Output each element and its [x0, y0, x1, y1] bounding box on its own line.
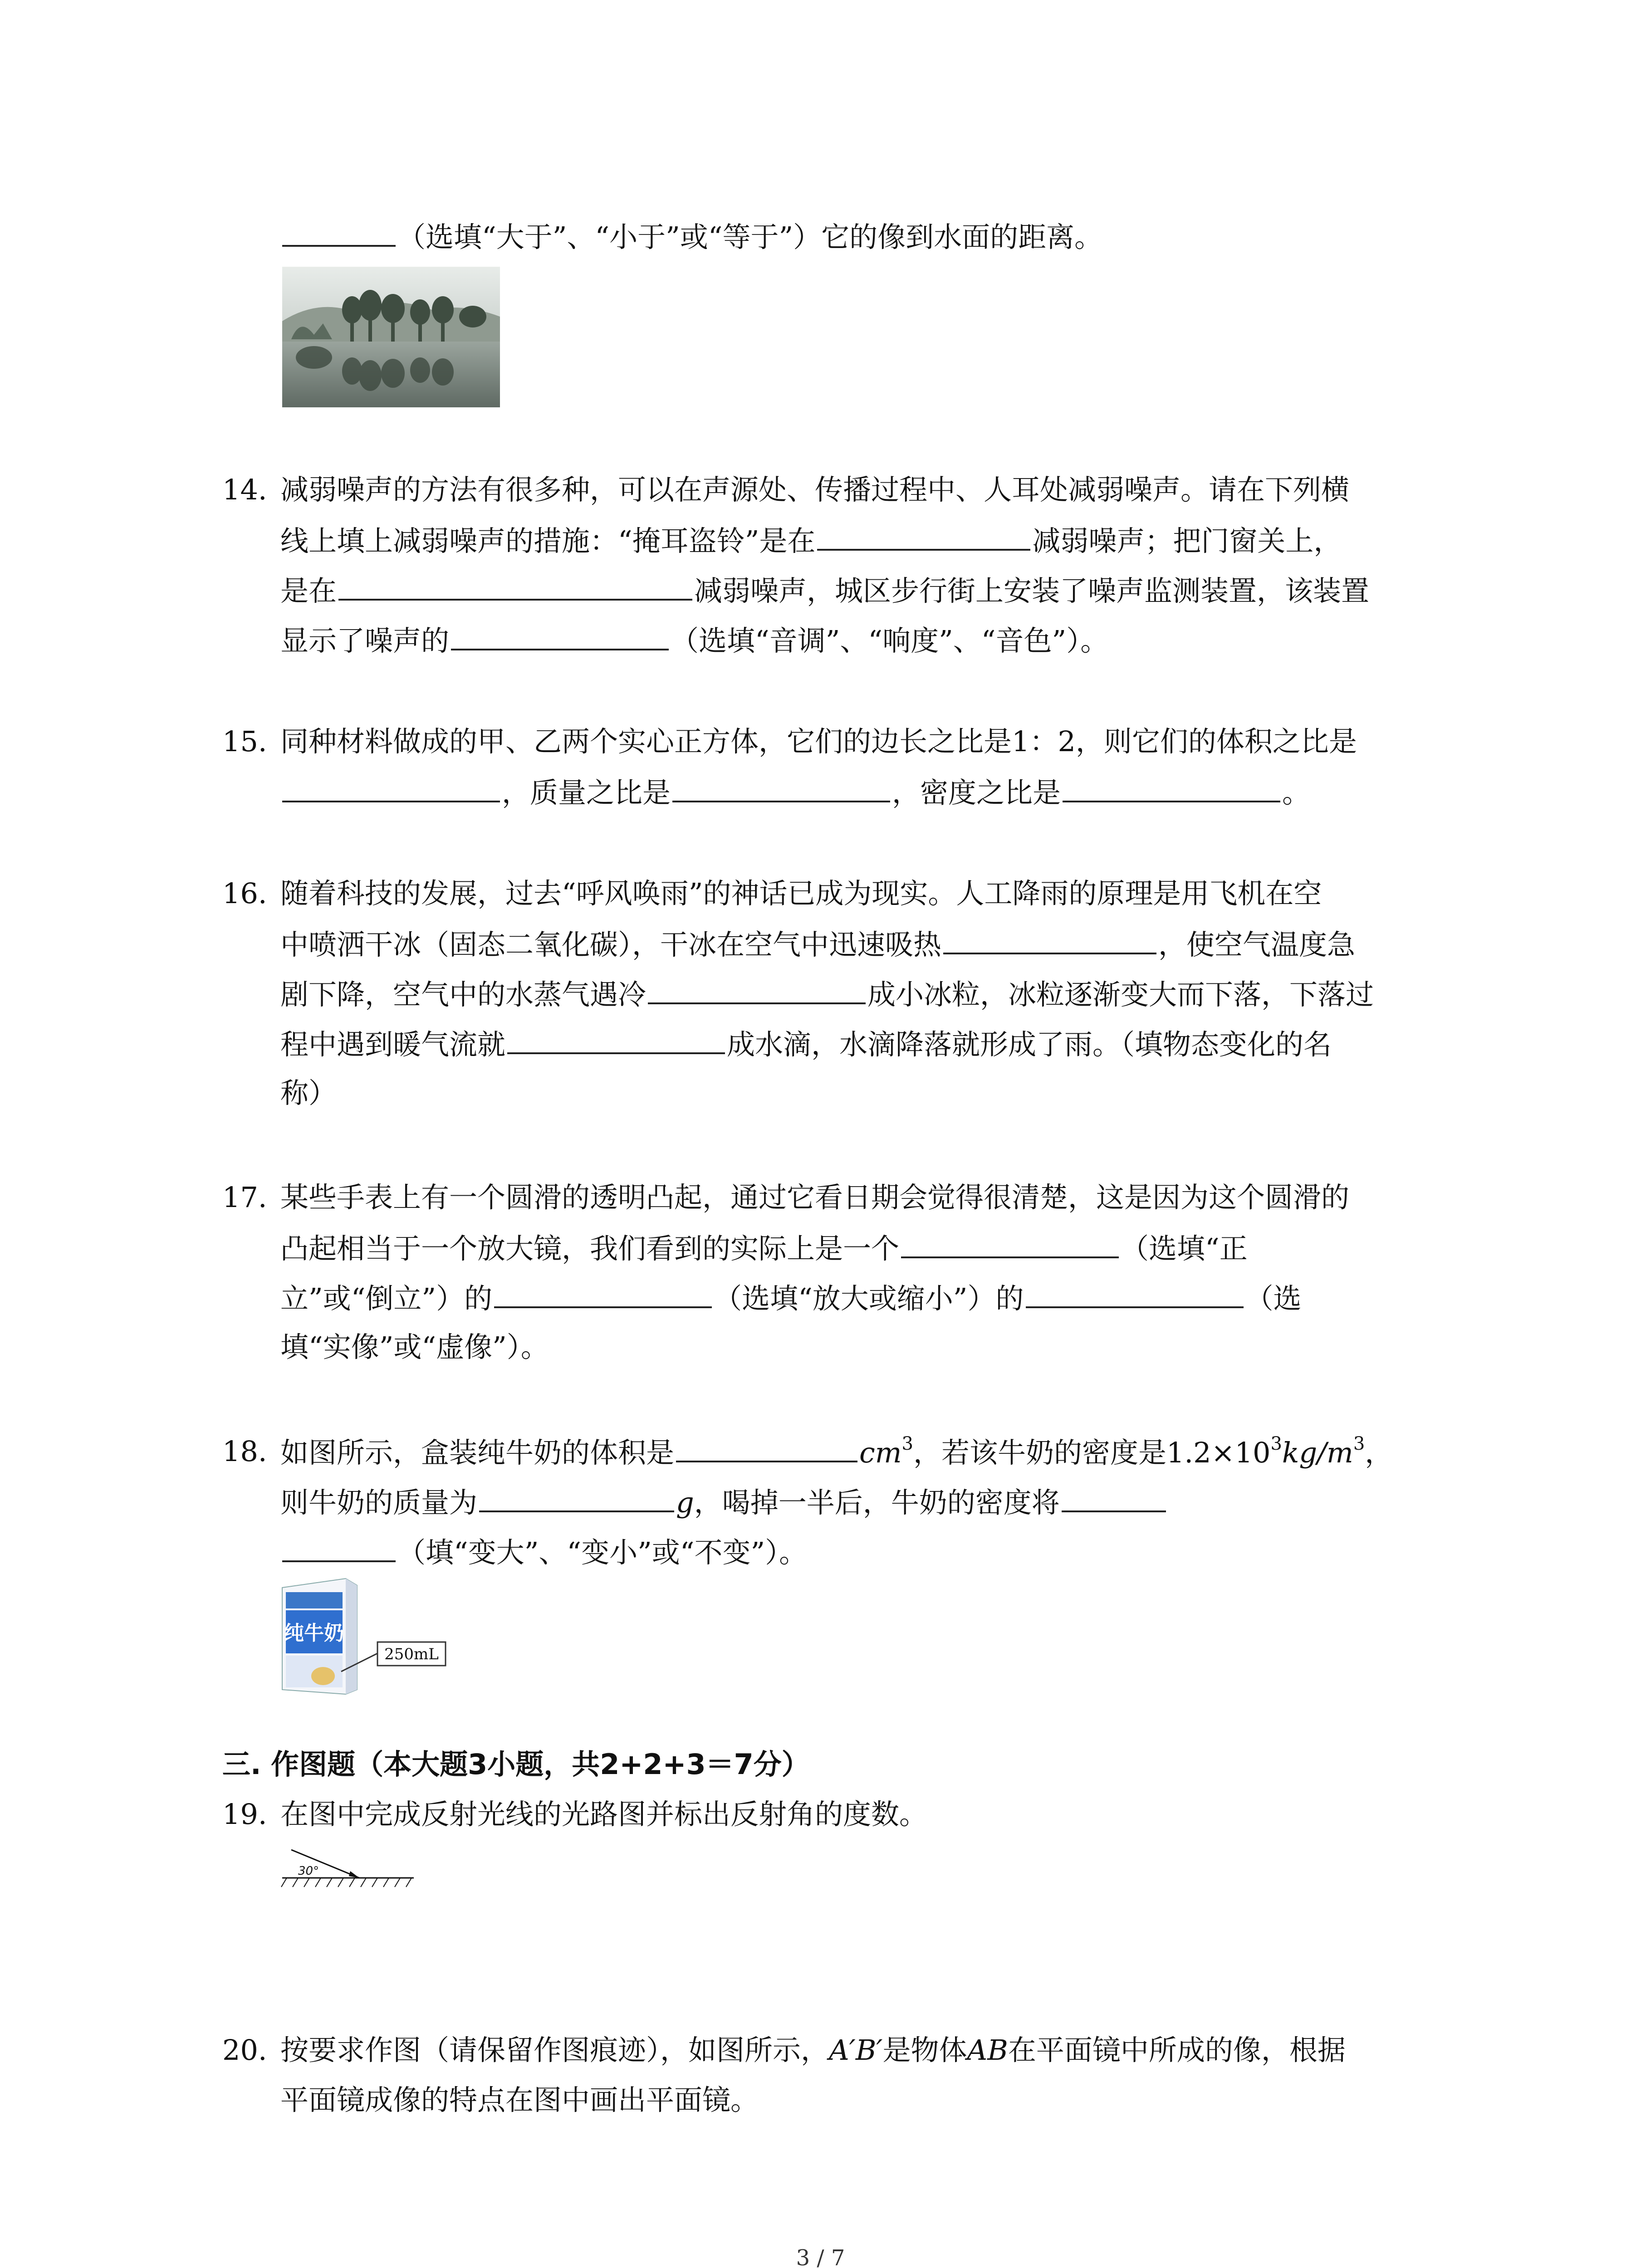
q16-line1: 随着科技的发展，过去“呼风唤雨”的神话已成为现实。人工降雨的原理是用飞机在空: [280, 877, 1322, 910]
answer-blank[interactable]: [479, 1479, 674, 1512]
q17-line2: 凸起相当于一个放大镜，我们看到的实际上是一个 （选填“正: [280, 1225, 1248, 1271]
q18-line1: 如图所示，盒装纯牛奶的体积是 $cm^3$，若该牛奶的密度是$1.2\times 10^3kg/m^3$，: [280, 1429, 1393, 1476]
q14-line2: 线上填上减弱噪声的措施：“掩耳盗铃”是在 减弱噪声；把门窗关上，: [280, 517, 1342, 564]
q14-number: 14.: [222, 473, 267, 506]
milk-brand-text: 纯牛奶: [284, 1622, 344, 1645]
q17-line1: 某些手表上有一个圆滑的透明凸起，通过它看日期会觉得很清楚，这是因为这个圆滑的: [280, 1181, 1350, 1214]
answer-blank[interactable]: [943, 921, 1156, 954]
q16-line3: 剧下降，空气中的水蒸气遇冷 成小冰粒，冰粒逐渐变大而下落，下落过: [280, 971, 1374, 1017]
q17-number: 17.: [222, 1181, 267, 1214]
q18-number: 18.: [222, 1435, 267, 1468]
answer-blank[interactable]: [1026, 1275, 1244, 1308]
answer-blank[interactable]: [338, 567, 692, 601]
q20-line2: 平面镜成像的特点在图中画出平面镜。: [280, 2083, 759, 2116]
q16-line4: 程中遇到暖气流就 成水滴，水滴降落就形成了雨。（填物态变化的名: [280, 1021, 1332, 1067]
lake-photo: [282, 267, 500, 407]
q16-number: 16.: [222, 877, 267, 910]
q14-line4: 显示了噪声的 （选填“音调”、“响度”、“音色”）。: [280, 617, 1108, 664]
answer-blank[interactable]: [817, 517, 1030, 551]
q15-line2: ，质量之比是 ，密度之比是 。: [280, 769, 1310, 816]
answer-blank[interactable]: [1062, 1479, 1166, 1512]
volume-label: 250mL: [384, 1645, 439, 1663]
answer-blank[interactable]: [282, 1529, 396, 1562]
q19-text: 在图中完成反射光线的光路图并标出反射角的度数。: [280, 1798, 928, 1831]
answer-blank[interactable]: [672, 769, 890, 802]
page-number: 3 / 7: [796, 2245, 845, 2268]
answer-blank[interactable]: [282, 213, 396, 247]
q15-number: 15.: [222, 725, 267, 758]
q20-line1: 按要求作图（请保留作图痕迹），如图所示，A′B′是物体AB在平面镜中所成的像，根据: [280, 2033, 1346, 2067]
q16-line2: 中喷洒干冰（固态二氧化碳），干冰在空气中迅速吸热 ，使空气温度急: [280, 921, 1355, 968]
answer-blank[interactable]: [1063, 769, 1280, 802]
q18-line3: （填“变大”、“变小”或“不变”）。: [280, 1529, 807, 1575]
q14-line1: 减弱噪声的方法有很多种，可以在声源处、传播过程中、人耳处减弱噪声。请在下列横: [280, 473, 1350, 506]
section-heading: 三. 作图题（本大题3小题，共2+2+3＝7分）: [222, 1748, 810, 1781]
mirror-ray-figure: [278, 1846, 423, 1896]
q17-line3: 立”或“倒立”）的 （选填“放大或缩小”）的 （选: [280, 1275, 1302, 1321]
answer-blank[interactable]: [494, 1275, 712, 1308]
q19-number: 19.: [222, 1798, 267, 1831]
q20-number: 20.: [222, 2033, 267, 2067]
answer-blank[interactable]: [676, 1429, 857, 1462]
answer-blank[interactable]: [451, 617, 669, 650]
answer-blank[interactable]: [507, 1021, 725, 1054]
q13-line: （选填“大于”、“小于”或“等于”）它的像到水面的距离。: [280, 213, 1102, 260]
milk-box-figure: [278, 1574, 459, 1696]
q16-line5: 称）: [280, 1076, 337, 1110]
q14-line3: 是在 减弱噪声，城区步行街上安装了噪声监测装置，该装置: [280, 567, 1369, 614]
q18-line2: 则牛奶的质量为 g，喝掉一半后，牛奶的密度将: [280, 1479, 1168, 1525]
answer-blank[interactable]: [282, 769, 500, 802]
angle-label: 30°: [298, 1864, 319, 1878]
answer-blank[interactable]: [648, 971, 866, 1004]
q17-line4: 填“实像”或“虚像”）。: [280, 1330, 549, 1364]
q15-line1: 同种材料做成的甲、乙两个实心正方体，它们的边长之比是1：2，则它们的体积之比是: [280, 725, 1357, 758]
answer-blank[interactable]: [901, 1225, 1119, 1258]
